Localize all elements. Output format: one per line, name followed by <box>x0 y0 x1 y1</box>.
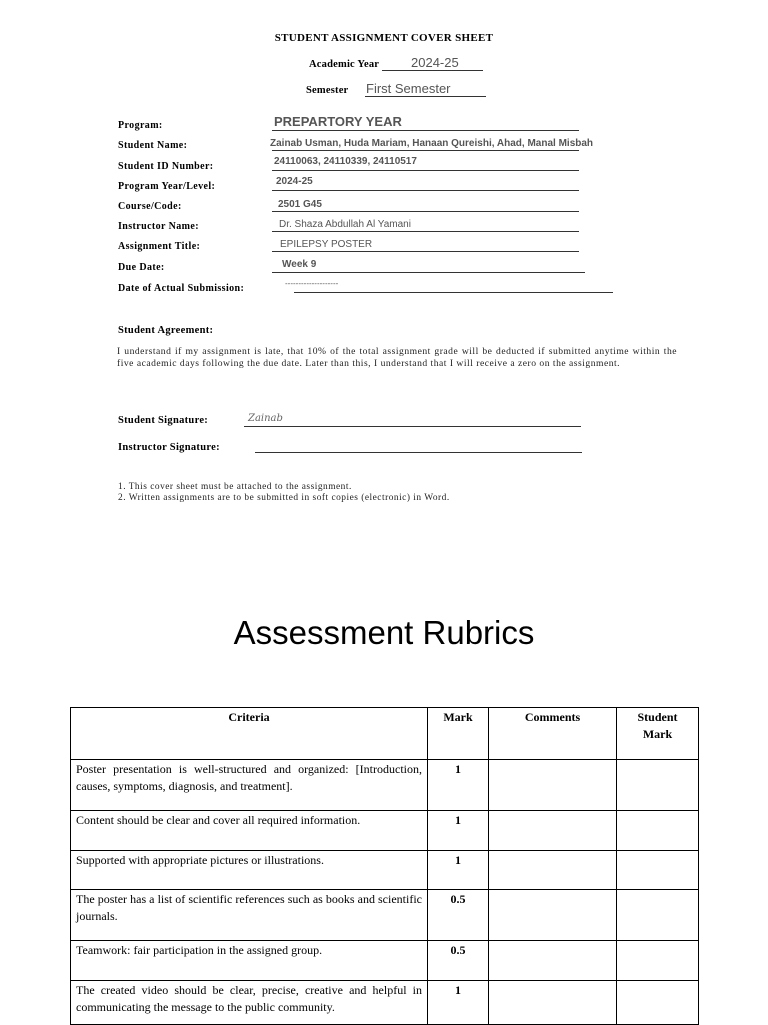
student-name-label: Student Name: <box>118 140 188 151</box>
criteria-cell: Poster presentation is well-structured and organized: [Introduction, causes, symptoms, diagnosis, and treatment]. <box>71 760 428 811</box>
program-label: Program: <box>118 120 163 131</box>
table-row <box>71 760 699 811</box>
criteria-cell: Content should be clear and cover all required information. <box>71 811 428 851</box>
comments-cell[interactable] <box>489 851 617 890</box>
criteria-cell: The created video should be clear, precise, creative and helpful in communicating the message to the public community. <box>71 981 428 1025</box>
instructor-signature-underline <box>255 452 582 453</box>
mark-cell: 1 <box>428 811 489 851</box>
comments-header: Comments <box>489 708 617 760</box>
academic-year-underline <box>382 70 483 71</box>
table-row <box>71 890 699 941</box>
semester-underline <box>365 96 486 97</box>
academic-year-value: 2024-25 <box>411 55 459 70</box>
student-signature-value: Zainab <box>248 413 283 424</box>
semester-label: Semester <box>306 85 349 96</box>
due-date-label: Due Date: <box>118 262 165 273</box>
cover-sheet-title: STUDENT ASSIGNMENT COVER SHEET <box>274 32 494 44</box>
student-id-label: Student ID Number: <box>118 161 214 172</box>
submission-date-label: Date of Actual Submission: <box>118 283 245 294</box>
assignment-title-label: Assignment Title: <box>118 241 201 252</box>
table-row <box>71 811 699 851</box>
student-name-value: Zainab Usman, Huda Mariam, Hanaan Qureishi, Ahad, Manal Misbah <box>270 138 594 149</box>
table-row <box>71 981 699 1025</box>
rubric-heading: Assessment Rubrics <box>233 614 535 651</box>
semester-value: First Semester <box>366 81 451 96</box>
student-signature-underline <box>244 426 581 427</box>
criteria-header: Criteria <box>71 708 428 760</box>
criteria-cell: Supported with appropriate pictures or illustrations. <box>71 851 428 890</box>
student-mark-cell[interactable] <box>617 981 699 1025</box>
agreement-heading: Student Agreement: <box>118 325 214 336</box>
program-level-underline <box>272 190 579 191</box>
student-mark-cell[interactable] <box>617 890 699 941</box>
student-signature-label: Student Signature: <box>118 415 209 426</box>
comments-cell[interactable] <box>489 981 617 1025</box>
student-mark-cell[interactable] <box>617 811 699 851</box>
table-row <box>71 851 699 890</box>
assignment-title-value: EPILEPSY POSTER <box>280 239 373 250</box>
note-1: 1. This cover sheet must be attached to the assignment. <box>118 482 352 492</box>
rubric-table <box>70 707 699 1025</box>
submission-date-value: -------------------- <box>285 279 339 288</box>
academic-year-label: Academic Year <box>309 59 380 70</box>
assignment-title-underline <box>272 251 579 252</box>
due-date-underline <box>272 272 585 273</box>
program-underline <box>272 130 579 131</box>
comments-cell[interactable] <box>489 890 617 941</box>
course-code-label: Course/Code: <box>118 201 182 212</box>
instructor-name-value: Dr. Shaza Abdullah Al Yamani <box>279 219 411 230</box>
criteria-cell: The poster has a list of scientific references such as books and scientific journals. <box>71 890 428 941</box>
note-2: 2. Written assignments are to be submitted in soft copies (electronic) in Word. <box>118 493 450 503</box>
course-code-underline <box>272 211 579 212</box>
due-date-value: Week 9 <box>282 259 317 270</box>
student-mark-cell[interactable] <box>617 941 699 981</box>
mark-cell: 0.5 <box>428 890 489 941</box>
rubric-header-row <box>71 708 699 760</box>
student-name-underline <box>272 150 579 151</box>
submission-date-underline <box>294 292 613 293</box>
criteria-cell: Teamwork: fair participation in the assigned group. <box>71 941 428 981</box>
comments-cell[interactable] <box>489 811 617 851</box>
student-id-underline <box>272 170 579 171</box>
program-level-label: Program Year/Level: <box>118 181 216 192</box>
mark-cell: 1 <box>428 851 489 890</box>
instructor-name-label: Instructor Name: <box>118 221 199 232</box>
comments-cell[interactable] <box>489 760 617 811</box>
student-id-value: 24110063, 24110339, 24110517 <box>274 156 417 167</box>
student-mark-header: Student Mark <box>617 708 699 760</box>
student-mark-cell[interactable] <box>617 760 699 811</box>
program-level-value: 2024-25 <box>276 176 313 187</box>
student-mark-cell[interactable] <box>617 851 699 890</box>
mark-cell: 1 <box>428 760 489 811</box>
table-row <box>71 941 699 981</box>
course-code-value: 2501 G45 <box>278 199 322 210</box>
mark-header: Mark <box>428 708 489 760</box>
agreement-text: I understand if my assignment is late, that 10% of the total assignment grade will be deducted if submitted anytime within the five academic days following the due date. Later than this, I understand that I will receive a zero on the assignment. <box>117 346 677 369</box>
program-value: PREPARTORY YEAR <box>274 114 402 129</box>
instructor-signature-label: Instructor Signature: <box>118 442 220 453</box>
mark-cell: 0.5 <box>428 941 489 981</box>
comments-cell[interactable] <box>489 941 617 981</box>
instructor-name-underline <box>272 231 579 232</box>
mark-cell: 1 <box>428 981 489 1025</box>
